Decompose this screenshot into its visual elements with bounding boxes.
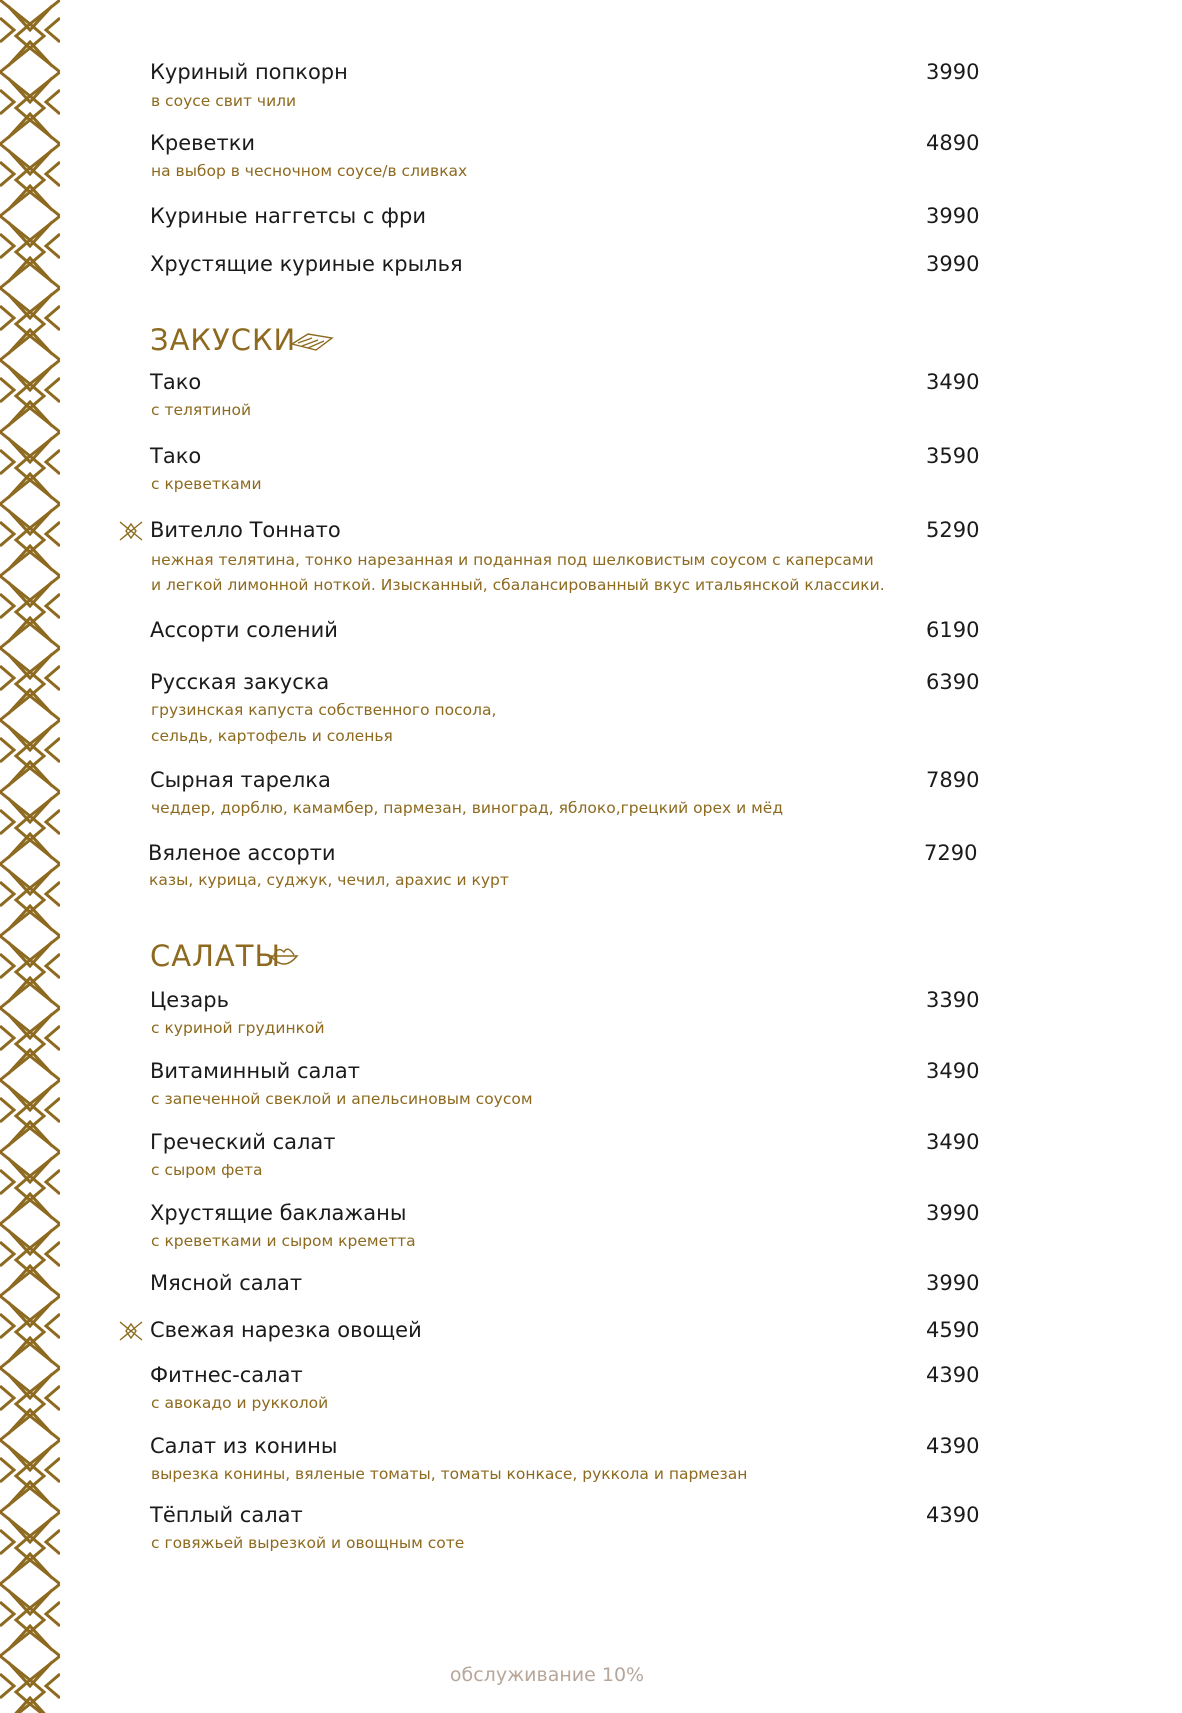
service-charge-note: обслуживание 10% bbox=[449, 1664, 645, 1686]
item-price: 3590 bbox=[926, 444, 980, 468]
item-desc: с телятиной bbox=[151, 401, 252, 419]
item-name: Вителло Тоннато bbox=[150, 518, 341, 542]
item-name: Сырная тарелка bbox=[150, 768, 331, 792]
item-name: Вяленое ассорти bbox=[148, 841, 336, 865]
item-desc: с креветками bbox=[151, 475, 262, 493]
item-desc: вырезка конины, вяленые томаты, томаты конкасе, руккола и пармезан bbox=[151, 1465, 748, 1483]
item-price: 7890 bbox=[926, 768, 980, 792]
item-price: 4890 bbox=[926, 131, 980, 155]
item-price: 3990 bbox=[926, 252, 980, 276]
signature-dish-icon bbox=[118, 518, 144, 544]
item-name: Хрустящие куриные крылья bbox=[150, 252, 463, 276]
item-name: Цезарь bbox=[150, 988, 229, 1012]
item-desc: с сыром фета bbox=[151, 1161, 263, 1179]
item-price: 7290 bbox=[924, 841, 978, 865]
item-price: 4590 bbox=[926, 1318, 980, 1342]
signature-dish-icon bbox=[118, 1318, 144, 1344]
item-name: Тако bbox=[150, 370, 202, 394]
item-name: Витаминный салат bbox=[150, 1059, 360, 1083]
item-name: Фитнес-салат bbox=[150, 1363, 303, 1387]
item-desc: с говяжьей вырезкой и овощным соте bbox=[151, 1534, 465, 1552]
item-price: 3990 bbox=[926, 1271, 980, 1295]
item-price: 3490 bbox=[926, 1130, 980, 1154]
item-desc: сельдь, картофель и соленья bbox=[151, 727, 393, 745]
salad-bowl-icon bbox=[268, 942, 300, 970]
item-price: 3990 bbox=[926, 204, 980, 228]
item-name: Русская закуска bbox=[150, 670, 330, 694]
item-desc: и легкой лимонной ноткой. Изысканный, сбалансированный вкус итальянской классики. bbox=[151, 576, 885, 594]
item-desc: с креветками и сыром креметта bbox=[151, 1232, 416, 1250]
item-name: Свежая нарезка овощей bbox=[150, 1318, 422, 1342]
item-price: 4390 bbox=[926, 1434, 980, 1458]
item-desc: с куриной грудинкой bbox=[151, 1019, 325, 1037]
item-desc: с авокадо и рукколой bbox=[151, 1394, 329, 1412]
item-desc: на выбор в чесночном соусе/в сливках bbox=[151, 162, 468, 180]
section-title-zakuski: ЗАКУСКИ bbox=[150, 323, 297, 357]
item-price: 5290 bbox=[926, 518, 980, 542]
item-name: Куриные наггетсы с фри bbox=[150, 204, 426, 228]
item-name: Ассорти солений bbox=[150, 618, 338, 642]
item-name: Греческий салат bbox=[150, 1130, 336, 1154]
item-name: Салат из конины bbox=[150, 1434, 338, 1458]
section-title-salaty: САЛАТЫ bbox=[150, 939, 282, 973]
item-price: 3990 bbox=[926, 1201, 980, 1225]
item-price: 3490 bbox=[926, 1059, 980, 1083]
item-price: 3990 bbox=[926, 60, 980, 84]
item-name: Хрустящие баклажаны bbox=[150, 1201, 407, 1225]
item-name: Мясной салат bbox=[150, 1271, 303, 1295]
item-desc: нежная телятина, тонко нарезанная и поданная под шелковистым соусом с каперсами bbox=[151, 551, 874, 569]
item-price: 3490 bbox=[926, 370, 980, 394]
item-price: 6390 bbox=[926, 670, 980, 694]
item-desc: грузинская капуста собственного посола, bbox=[151, 701, 497, 719]
item-desc: в соусе свит чили bbox=[151, 92, 297, 110]
item-desc: с запеченной свеклой и апельсиновым соусом bbox=[151, 1090, 533, 1108]
item-price: 6190 bbox=[926, 618, 980, 642]
item-desc: казы, курица, суджук, чечил, арахис и курт bbox=[149, 871, 509, 889]
item-price: 3390 bbox=[926, 988, 980, 1012]
item-name: Куриный попкорн bbox=[150, 60, 348, 84]
item-name: Тако bbox=[150, 444, 202, 468]
item-price: 4390 bbox=[926, 1363, 980, 1387]
ornament-border bbox=[0, 0, 60, 1713]
item-name: Тёплый салат bbox=[150, 1503, 303, 1527]
item-name: Креветки bbox=[150, 131, 256, 155]
item-desc: чеддер, дорблю, камамбер, пармезан, виноград, яблоко,грецкий орех и мёд bbox=[151, 799, 784, 817]
item-price: 4390 bbox=[926, 1503, 980, 1527]
snack-icon bbox=[288, 330, 336, 354]
